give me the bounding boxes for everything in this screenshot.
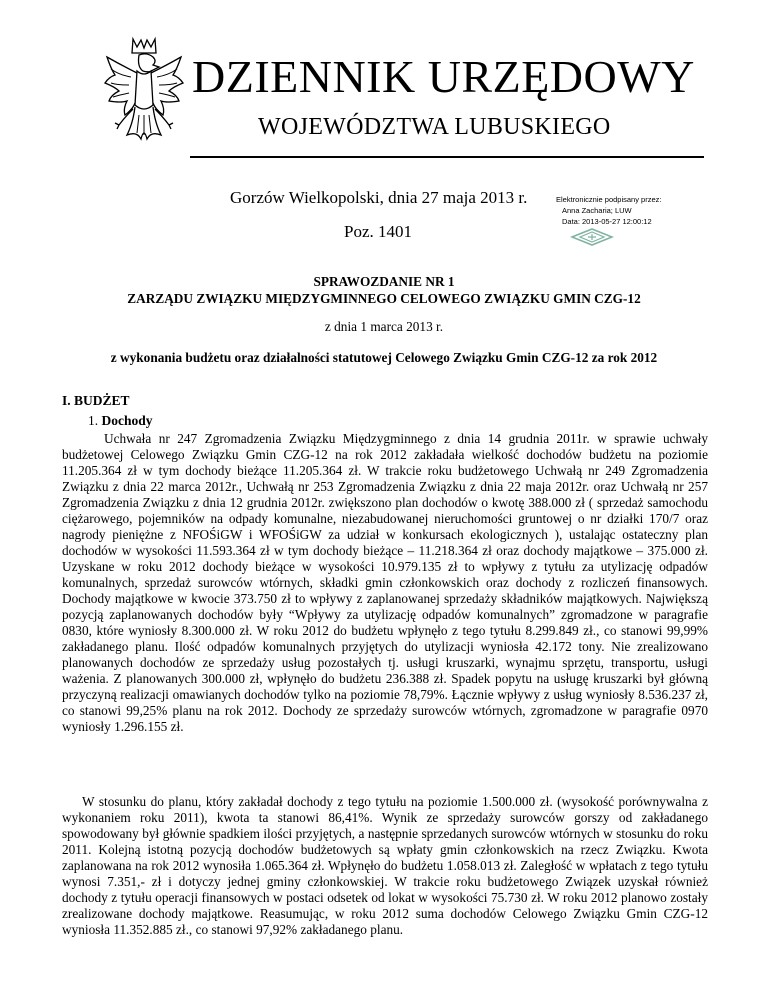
subsection-heading [88,413,153,429]
signature-date: Data: 2013-05-27 12:00:12 [562,217,652,226]
subsection-label: Dochody [101,413,153,428]
report-title: SPRAWOZDANIE NR 1 [313,274,455,289]
place-and-date: Gorzów Wielkopolski, dnia 27 maja 2013 r. [230,188,528,207]
journal-title: DZIENNIK URZĘDOWY [192,51,695,102]
body-paragraph: Uchwała nr 247 Zgromadzenia Związku Międzygminnego z dnia 14 grudnia 2011r. w sprawie uchwały budżetowej Celowego Związku Gmin CZG-12 na rok 2012 zakładała wielkość dochodów budżetu na poziomie 11.205.364 zł w tym dochody bieżące 11.205.364 zł. W trakcie roku budżetowego Uchwałą nr 249 Zgromadzenia Związku z dnia 22 marca 2012r., Uchwałą nr 253 Zgromadzenia Związku z dnia 22 maja 2012r. oraz Uchwałą nr 257 Zgromadzenia Związku z dnia 12 grudnia 2012r. zwiększono plan dochodów o kwotę 388.000 zł ( sprzedaż samochodu ciężarowego, pojemników na odpady komunalne, niezabudowanej nieruchomości gruntowej o nr działki 170/7 oraz nagrody pieniężne z NFOŚiGW i WFOŚiGW za udział w konkursach ekologicznych ), ustalając ostateczny plan dochodów w wysokości 11.593.364 zł w tym dochody bieżące – 11.218.364 zł oraz dochody majątkowe – 375.000 zł. Uzyskane w roku 2012 dochody bieżące w wysokości 10.979.135 zł to wpływy z tytułu za utylizację odpadów komunalnych, sprzedaż surowców wtórnych, składki gmin członkowskich oraz dochody z rozliczeń finansowych. Dochody majątkowe w kwocie 373.750 zł to wpływy z zaplanowanej sprzedaży składników majątkowych. Największą pozycją zaplanowanych dochodów były “Wpływy za utylizację odpadów komunalnych” zgromadzone w paragrafie 0830, które wyniosły 8.300.000 zł. W roku 2012 do budżetu wpłynęło z tego tytułu 8.299.849 zł., co stanowi 99,99% zakładanego planu. Ilość odpadów komunalnych przyjętych do utylizacji wyniosła 42.172 tony. Nie zrealizowano planowanych dochodów ze sprzedaży usług pozostałych tj. usługi kruszarki, wynajmu sprzętu, transportu, usługi ważenia. Z planowanych 300.000 zł, wpłynęło do budżetu 236.388 zł. Spadek popytu na usługę kruszarki był główną przyczyną realizacji omawianych dochodów tylko na poziomie 78,79%. Łącznie wpływy z usług wyniosły 8.536.237 zł, co stanowi 99,25% planu na rok 2012. Dochody ze sprzedaży surowców wtórnych, zgromadzone w paragrafie 0970 wyniosły 1.296.155 zł. [62,431,708,734]
report-issuer: ZARZĄDU ZWIĄZKU MIĘDZYGMINNEGO CELOWEGO ZWIĄZKU GMIN CZG-12 [127,291,641,306]
section-heading: I. BUDŻET [62,393,130,408]
masthead-divider [190,156,704,158]
signature-signer: Anna Zacharia; LUW [562,206,632,215]
position-number: Poz. 1401 [344,222,412,241]
eagle-emblem-icon [103,35,185,150]
report-date: z dnia 1 marca 2013 r. [324,319,444,334]
signature-seal-icon [570,228,614,246]
body-paragraph: W stosunku do planu, który zakładał dochody z tego tytułu na poziomie 1.500.000 zł. (wysokość porównywalna z wykonaniem roku 2011), kwota ta stanowi 86,41%. Wynik ze sprzedaży surowców gorszy od zakładanego spowodowany był głównie spadkiem ilości przyjętych, a następnie sprzedanych surowców wtórnych w stosunku do roku 2011. Kolejną istotną pozycją dochodów budżetowych są wpłaty gmin członkowskich na rzecz Związku. Kwota zaplanowana na rok 2012 wynosiła 1.065.364 zł. Wpłynęło do budżetu 1.058.013 zł. Zaległość w wpłatach z tego tytułu wynosi 7.351,- zł i dotyczy jednej gminy członkowskiej. W trakcie roku budżetowego Związek uzyskał również dochody z tytułu operacji finansowych w postaci odsetek od lokat w wysokości 75.730 zł. W roku 2012 planowo zostały zrealizowane dochody majątkowe. Reasumując, w roku 2012 suma dochodów Celowego Związku Gmin CZG-12 wyniosła 11.352.885 zł., co stanowi 97,92% zakładanego planu. [62,794,708,937]
signature-header: Elektronicznie podpisany przez: [556,195,662,204]
journal-subtitle: WOJEWÓDZTWA LUBUSKIEGO [258,114,611,140]
report-heading [40,273,728,307]
report-scope: z wykonania budżetu oraz działalności statutowej Celowego Związku Gmin CZG-12 za rok 2012 [110,350,658,365]
subsection-number: 1. [88,413,99,428]
